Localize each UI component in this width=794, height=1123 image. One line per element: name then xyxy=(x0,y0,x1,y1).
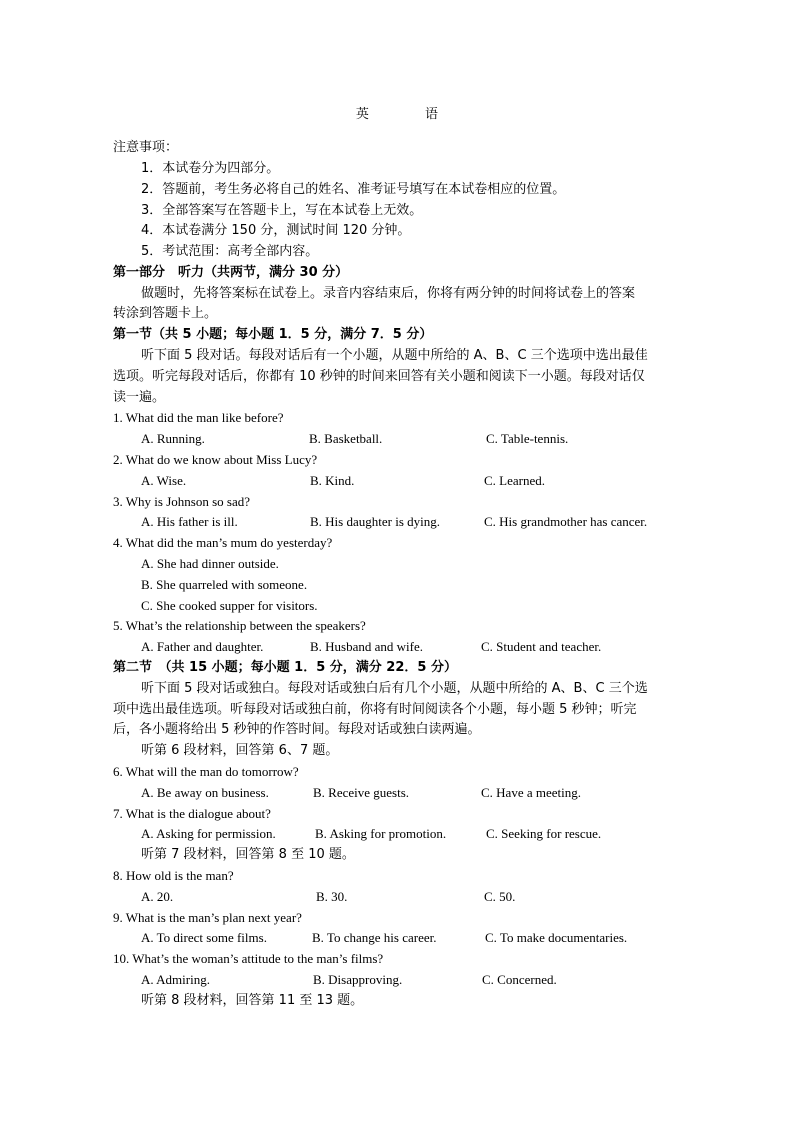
question-stem: 9. What is the man’s plan next year? xyxy=(113,910,302,925)
section1-intro: 听下面 5 段对话。每段对话后有一个小题，从题中所给的 A、B、C 三个选项中选出最佳 xyxy=(141,348,648,363)
part1-heading: 第一部分 听力（共两节，满分 30 分） xyxy=(113,265,349,280)
option-c: C. She cooked supper for visitors. xyxy=(141,598,318,613)
section2-intro: 项中选出最佳选项。听每段对话或独白前，你将有时间阅读各个小题，每小题 5 秒钟；听完 xyxy=(113,702,637,717)
material-note: 听第 6 段材料，回答第 6、7 题。 xyxy=(141,743,339,758)
option-a: A. His father is ill. xyxy=(141,514,238,529)
question-stem: 2. What do we know about Miss Lucy? xyxy=(113,452,318,467)
option-c: C. Learned. xyxy=(484,473,546,488)
option-c: C. Student and teacher. xyxy=(481,639,602,654)
material-note: 听第 8 段材料，回答第 11 至 13 题。 xyxy=(141,993,364,1008)
notice-item: 4．本试卷满分 150 分，测试时间 120 分钟。 xyxy=(141,223,411,238)
notice-item: 1．本试卷分为四部分。 xyxy=(141,161,280,176)
option-a: A. Be away on business. xyxy=(141,785,269,800)
page-title: 英 语 xyxy=(355,107,465,122)
option-a: A. 20. xyxy=(141,889,174,904)
section1-heading: 第一节（共 5 小题；每小题 1．5 分，满分 7．5 分） xyxy=(113,327,433,342)
option-a: A. Wise. xyxy=(141,473,187,488)
section2-heading: 第二节 （共 15 小题；每小题 1．5 分，满分 22．5 分） xyxy=(113,660,457,675)
option-a: A. Father and daughter. xyxy=(141,639,264,654)
option-c: C. Seeking for rescue. xyxy=(486,826,602,841)
option-a: A. She had dinner outside. xyxy=(141,556,279,571)
option-b: B. His daughter is dying. xyxy=(310,514,440,529)
option-b: B. Receive guests. xyxy=(313,785,410,800)
notice-item: 3．全部答案写在答题卡上，写在本试卷上无效。 xyxy=(141,203,423,218)
question-stem: 7. What is the dialogue about? xyxy=(113,806,271,821)
question-stem: 3. Why is Johnson so sad? xyxy=(113,494,250,509)
section1-intro: 读一遍。 xyxy=(113,390,166,405)
option-b: B. Kind. xyxy=(310,473,355,488)
option-c: C. His grandmother has cancer. xyxy=(484,514,648,529)
option-c: C. To make documentaries. xyxy=(485,930,628,945)
option-c: C. Concerned. xyxy=(482,972,557,987)
question-stem: 1. What did the man like before? xyxy=(113,410,284,425)
option-b: B. Asking for promotion. xyxy=(315,826,447,841)
notice-item: 2．答题前，考生务必将自己的姓名、准考证号填写在本试卷相应的位置。 xyxy=(141,182,566,197)
notice-heading: 注意事项： xyxy=(113,140,179,155)
option-a: A. Running. xyxy=(141,431,205,446)
section2-intro: 后，各小题将给出 5 秒钟的作答时间。每段对话或独白读两遍。 xyxy=(113,722,481,737)
material-note: 听第 7 段材料，回答第 8 至 10 题。 xyxy=(141,847,355,862)
option-c: C. Table-tennis. xyxy=(486,431,569,446)
part1-intro: 转涂到答题卡上。 xyxy=(113,306,218,321)
option-b: B. Husband and wife. xyxy=(310,639,424,654)
option-a: A. Asking for permission. xyxy=(141,826,276,841)
section2-intro: 听下面 5 段对话或独白。每段对话或独白后有几个小题，从题中所给的 A、B、C 三个选 xyxy=(141,681,648,696)
option-b: B. She quarreled with someone. xyxy=(141,577,308,592)
question-stem: 5. What’s the relationship between the speakers? xyxy=(113,618,366,633)
question-stem: 8. How old is the man? xyxy=(113,868,234,883)
question-stem: 4. What did the man’s mum do yesterday? xyxy=(113,535,333,550)
notice-item: 5．考试范围：高考全部内容。 xyxy=(141,244,319,259)
option-b: B. Basketball. xyxy=(309,431,383,446)
option-b: B. To change his career. xyxy=(312,930,437,945)
option-c: C. Have a meeting. xyxy=(481,785,581,800)
question-stem: 6. What will the man do tomorrow? xyxy=(113,764,299,779)
option-a: A. Admiring. xyxy=(141,972,210,987)
option-c: C. 50. xyxy=(484,889,516,904)
option-b: B. 30. xyxy=(316,889,348,904)
option-a: A. To direct some films. xyxy=(141,930,267,945)
option-b: B. Disapproving. xyxy=(313,972,403,987)
question-stem: 10. What’s the woman’s attitude to the man’s films? xyxy=(113,951,384,966)
part1-intro: 做题时，先将答案标在试卷上。录音内容结束后，你将有两分钟的时间将试卷上的答案 xyxy=(141,286,636,301)
section1-intro: 选项。听完每段对话后，你都有 10 秒钟的时间来回答有关小题和阅读下一小题。每段对话仅 xyxy=(113,369,645,384)
